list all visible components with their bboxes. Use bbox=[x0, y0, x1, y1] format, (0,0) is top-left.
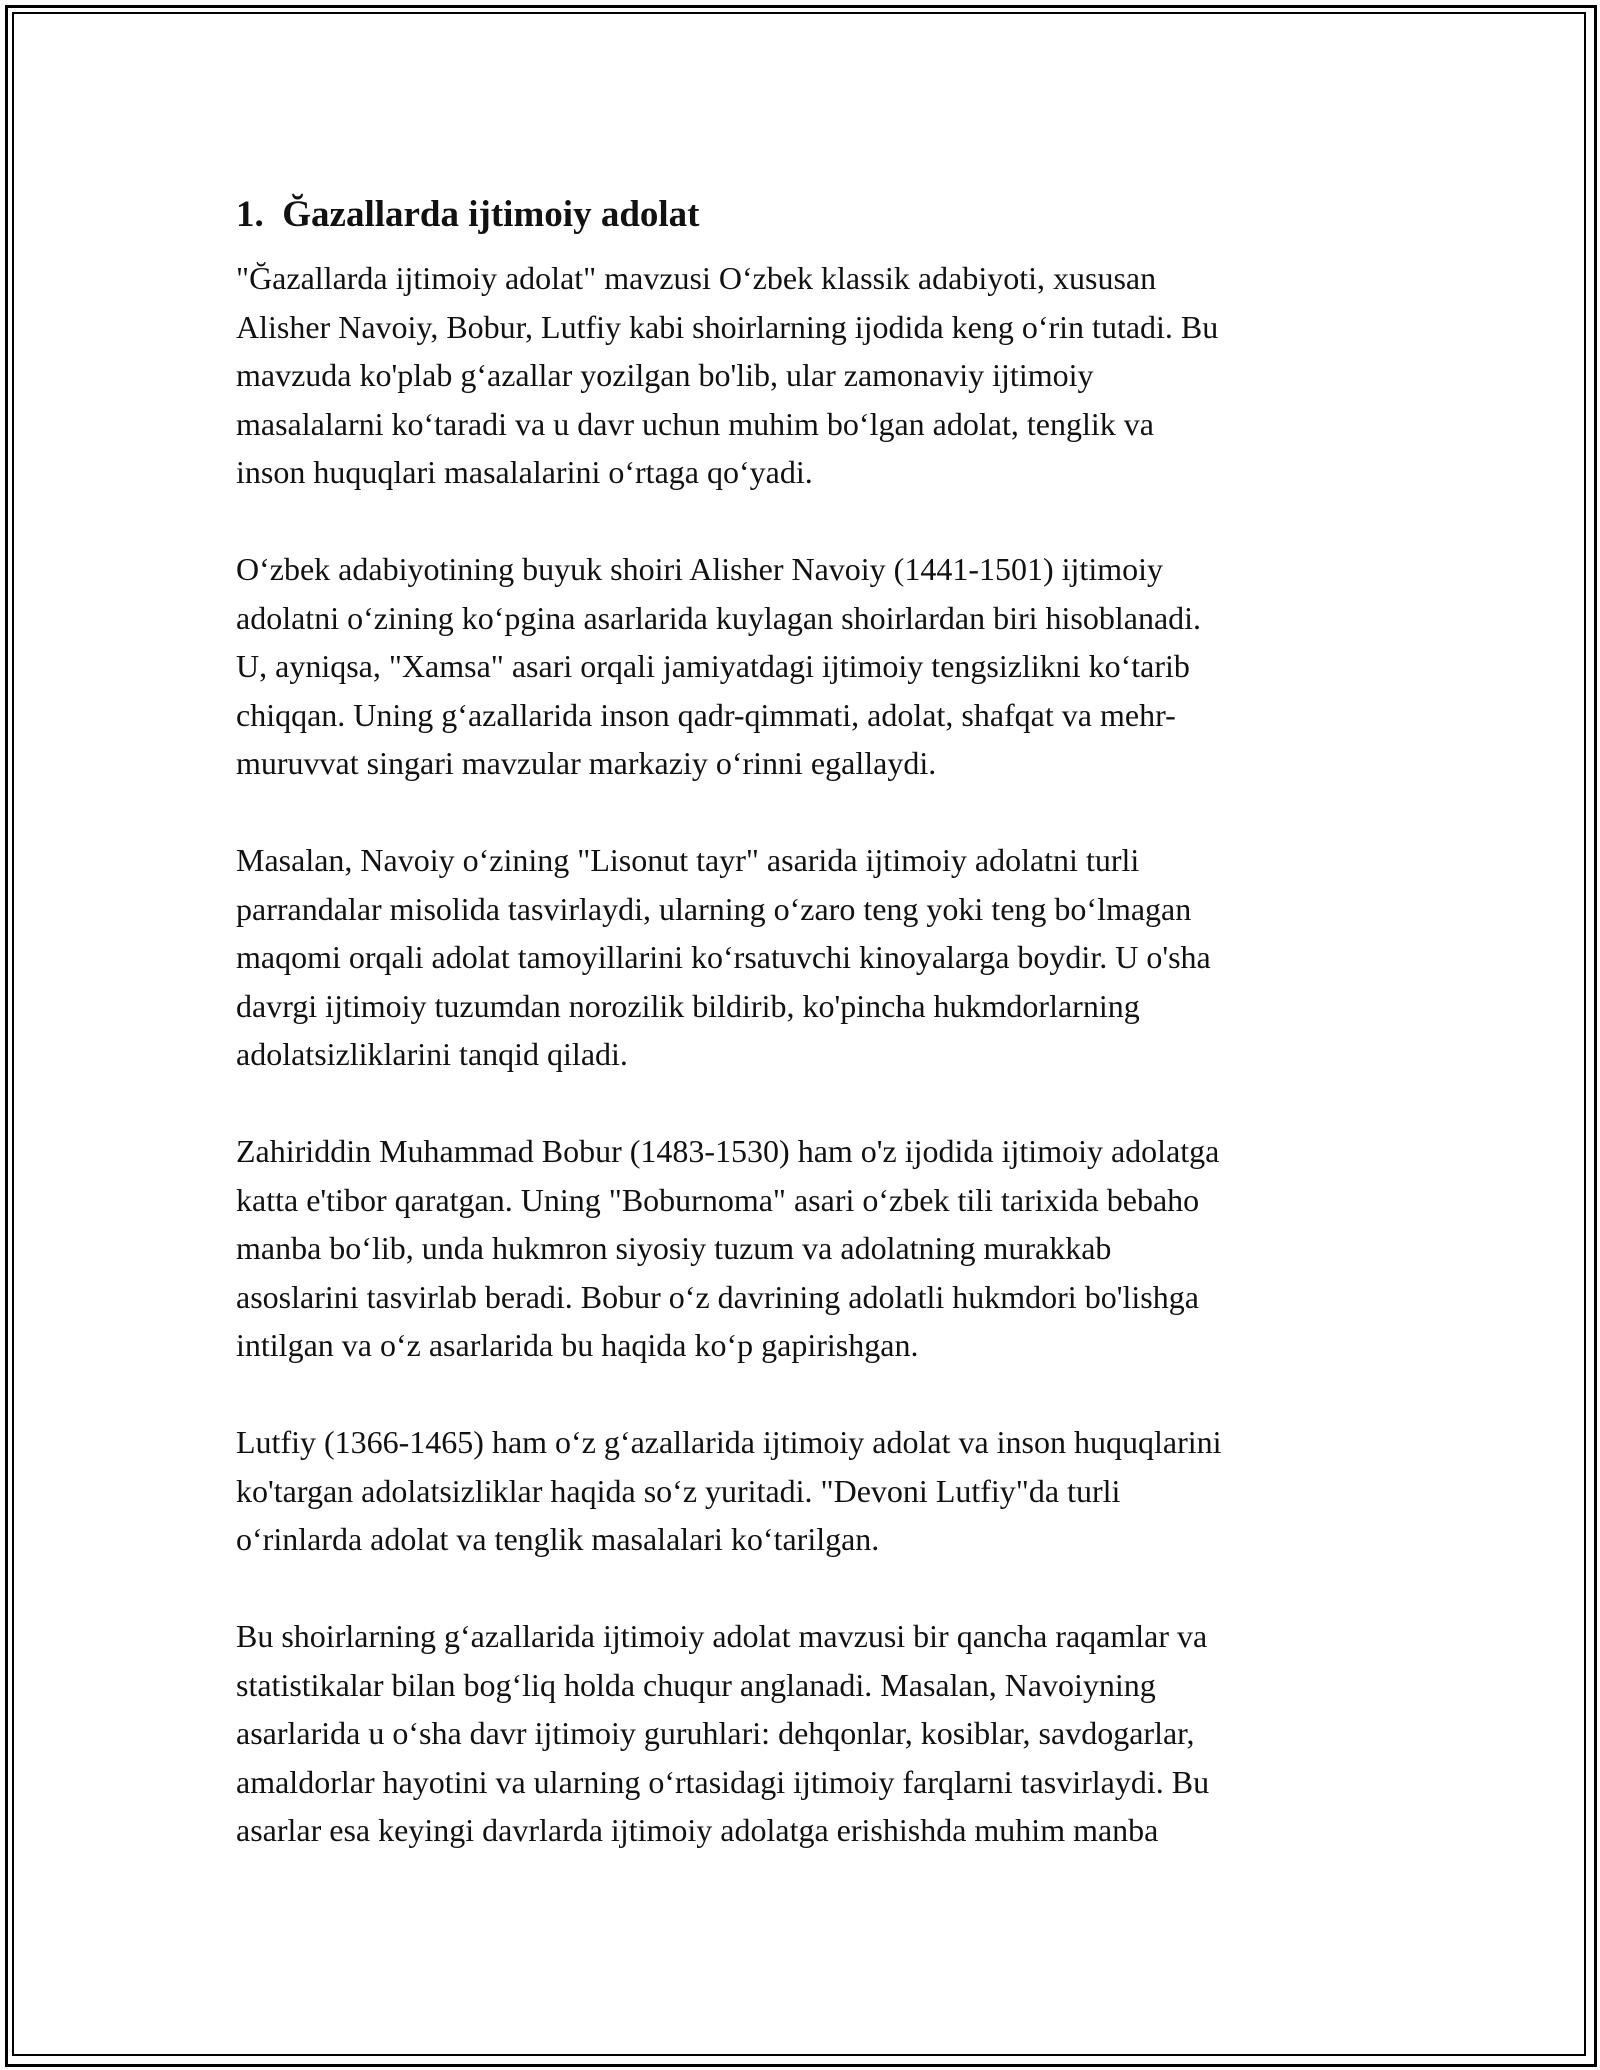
paragraph-intro: "Ğazallarda ijtimoiy adolat" mavzusi Oʻzbek klassik adabiyoti, xususan Alisher Navoiy, Bobur, Lutfiy kabi shoirlarning ijodida keng oʻrin tutadi. Bu mavzuda ko'plab gʻazallar yozilgan bo'lib, ular zamonaviy ijtimoiy masalalarni koʻtaradi va u davr uchun muhim boʻlgan adolat, tenglik va inson huquqlari masalalarini oʻrtaga qoʻyadi. bbox=[236, 260, 1219, 490]
paragraph-lutfiy: Lutfiy (1366-1465) ham oʻz gʻazallarida ijtimoiy adolat va inson huquqlarini ko'targan adolatsizliklar haqida soʻz yuritadi. "Devoni Lutfiy"da turli oʻrinlarda adolat va tenglik masalalari koʻtarilgan. bbox=[236, 1424, 1222, 1557]
document-body bbox=[236, 186, 1386, 1855]
section-heading: 1. Ğazallarda ijtimoiy adolat bbox=[236, 194, 700, 235]
paragraph-bobur: Zahiriddin Muhammad Bobur (1483-1530) ham o'z ijodida ijtimoiy adolatga katta e'tibor qaratgan. Uning "Boburnoma" asari oʻzbek tili tarixida bebaho manba boʻlib, unda hukmron siyosiy tuzum va adolatning murakkab asoslarini tasvirlab beradi. Bobur oʻz davrining adolatli hukmdori bo'lishga intilgan va oʻz asarlarida bu haqida koʻp gapirishgan. bbox=[236, 1133, 1220, 1363]
paragraph-lisonut-tayr: Masalan, Navoiy oʻzining "Lisonut tayr" asarida ijtimoiy adolatni turli parrandalar misolida tasvirlaydi, ularning oʻzaro teng yoki teng boʻlmagan maqomi orqali adolat tamoyillarini koʻrsatuvchi kinoyalarga boydir. U o'sha davrgi ijtimoiy tuzumdan norozilik bildirib, ko'pincha hukmdorlarning adolatsizliklarini tanqid qiladi. bbox=[236, 842, 1211, 1072]
paragraph-navoiy: Oʻzbek adabiyotining buyuk shoiri Alisher Navoiy (1441-1501) ijtimoiy adolatni oʻzining koʻpgina asarlarida kuylagan shoirlardan biri hisoblanadi. U, ayniqsa, "Xamsa" asari orqali jamiyatdagi ijtimoiy tengsizlikni koʻtarib chiqqan. Uning gʻazallarida inson qadr-qimmati, adolat, shafqat va mehr- muruvvat singari mavzular markaziy oʻrinni egallaydi. bbox=[236, 551, 1202, 781]
paragraph-summary: Bu shoirlarning gʻazallarida ijtimoiy adolat mavzusi bir qancha raqamlar va statistikalar bilan bogʻliq holda chuqur anglanadi. Masalan, Navoiyning asarlarida u oʻsha davr ijtimoiy guruhlari: dehqonlar, kosiblar, savdogarlar, amaldorlar hayotini va ularning oʻrtasidagi ijtimoiy farqlarni tasvirlaydi. Bu asarlar esa keyingi davrlarda ijtimoiy adolatga erishishda muhim manba bbox=[236, 1618, 1210, 1848]
